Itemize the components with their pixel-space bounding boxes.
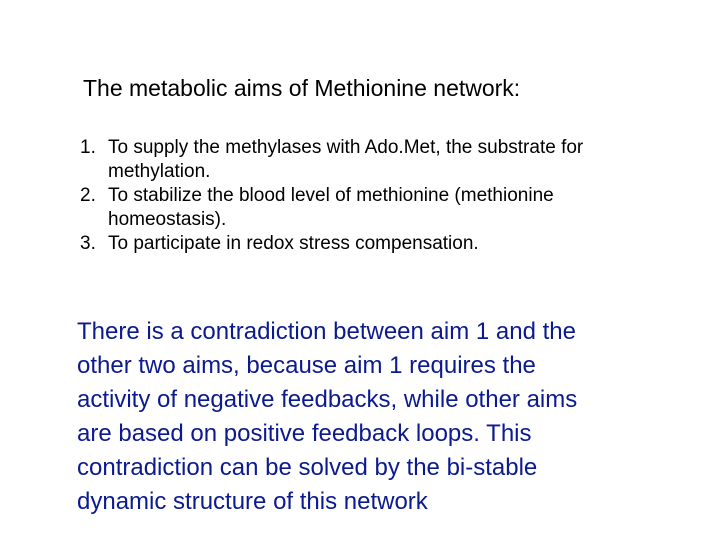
aim-item-1 [80,136,720,184]
aim-number: 1. [80,137,96,158]
aims-list [80,136,720,256]
aim-number: 3. [80,233,96,254]
paragraph-line: other two aims, because aim 1 requires the [77,352,536,379]
contradiction-paragraph [77,315,707,519]
aim-item-3 [80,232,720,256]
paragraph-line: are based on positive feedback loops. This [77,420,532,447]
aim-line: homeostasis). [108,209,227,230]
slide-title: The metabolic aims of Methionine network: [83,75,521,101]
paragraph-line: activity of negative feedbacks, while other aims [77,386,578,413]
aim-number: 2. [80,185,96,206]
paragraph-line: dynamic structure of this network [77,488,428,515]
paragraph-line: contradiction can be solved by the bi-stable [77,454,538,481]
aim-line: To participate in redox stress compensation. [108,233,479,254]
aim-line: methylation. [108,161,211,182]
aim-line: To stabilize the blood level of methionine (methionine [108,185,554,206]
aim-item-2 [80,184,720,232]
aim-line: To supply the methylases with Ado.Met, the substrate for [108,137,584,158]
paragraph-line: There is a contradiction between aim 1 and the [77,318,576,345]
